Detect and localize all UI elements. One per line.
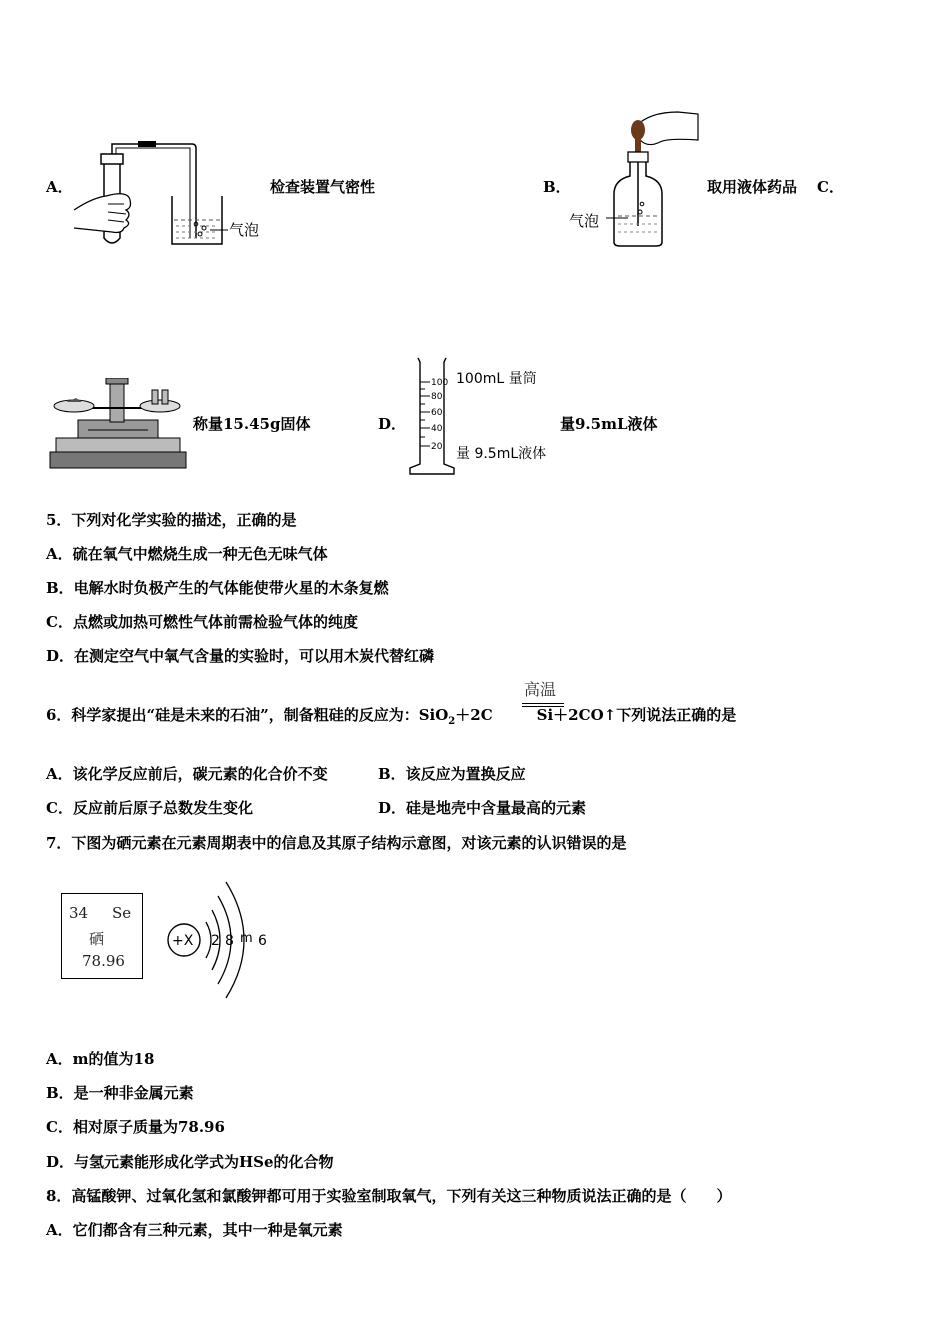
tick-40: 40 [431,424,443,434]
shell-3-electrons: m [240,931,253,946]
q8-option-a: A．它们都含有三种元素，其中一种是氧元素 [46,1221,343,1239]
q6-subscript: 2 [448,716,456,727]
graduated-cylinder-figure [404,352,564,476]
q6-option-a: A．该化学反应前后，碳元素的化合价不变 [46,765,328,783]
q4-option-b-letter: B． [543,178,571,196]
q5-option-a: A．硫在氧气中燃烧生成一种无色无味气体 [46,545,328,563]
tick-60: 60 [431,408,443,418]
q4-option-d-caption: 量9.5mL液体 [560,415,658,433]
q5-option-d: D．在测定空气中氧气含量的实验时，可以用木炭代替红磷 [46,647,435,665]
atomic-mass: 78.96 [82,952,125,970]
bubble-label: 气泡 [229,221,260,239]
q5-option-b: B．电解水时负极产生的气体能使带火星的木条复燃 [46,579,389,597]
q4-option-a-letter: A． [46,178,73,196]
q6-stem [46,706,737,727]
airtightness-check-figure [72,138,272,250]
q7-option-d: D．与氢元素能形成化学式为HSe的化合物 [46,1153,334,1171]
atomic-structure-diagram [166,866,276,1006]
shell-2-electrons: 8 [225,933,234,949]
q4-option-c-caption: 称量15.45g固体 [193,415,311,433]
q5-option-c: C．点燃或加热可燃性气体前需检验气体的纯度 [46,613,358,631]
element-name: 硒 [89,930,105,948]
shell-1-electrons: 2 [211,933,220,949]
element-symbol: Se [112,904,132,922]
nucleus-charge: +X [172,933,194,949]
q4-option-a-caption: 检查装置气密性 [270,178,376,196]
q6-stem-mid: ＋2C [455,706,493,724]
q6-option-b: B．该反应为置换反应 [378,765,526,783]
dropper-liquid-figure [568,108,703,253]
q4-option-d-letter: D． [378,415,407,433]
q6-option-d: D．硅是地壳中含量最高的元素 [378,799,587,817]
q7-option-c: C．相对原子质量为78.96 [46,1118,225,1136]
q6-stem-prefix: 6．科学家提出“硅是未来的石油”，制备粗硅的反应为：SiO [46,706,449,724]
reaction-arrow-line-top [522,703,564,704]
q4-option-b-caption: 取用液体药品 [707,178,798,196]
cylinder-measure-label: 量 9.5mL液体 [456,446,547,462]
q7-option-a: A．m的值为18 [46,1050,155,1068]
bubble-label-b: 气泡 [569,212,600,230]
element-card [61,893,143,979]
q6-stem-suffix: Si＋2CO↑下列说法正确的是 [536,706,737,724]
tick-20: 20 [431,442,443,452]
q4-option-c-letter: C． [817,178,844,196]
q8-stem: 8．高锰酸钾、过氧化氢和氯酸钾都可用于实验室制取氧气，下列有关这三种物质说法正确的是（ ） [46,1187,732,1205]
reaction-condition: 高温 [524,680,557,699]
q7-option-b: B．是一种非金属元素 [46,1084,194,1102]
tick-100: 100 [431,378,449,388]
shell-4-electrons: 6 [258,933,267,949]
balance-scale-figure [48,378,188,470]
q5-stem: 5．下列对化学实验的描述，正确的是 [46,511,297,529]
reaction-arrow-line-bottom [522,706,564,707]
tick-80: 80 [431,392,443,402]
q6-option-c: C．反应前后原子总数发生变化 [46,799,253,817]
q7-stem: 7．下图为硒元素在元素周期表中的信息及其原子结构示意图，对该元素的认识错误的是 [46,834,627,852]
cylinder-capacity-label: 100mL 量筒 [456,371,537,387]
atomic-number: 34 [69,904,89,922]
